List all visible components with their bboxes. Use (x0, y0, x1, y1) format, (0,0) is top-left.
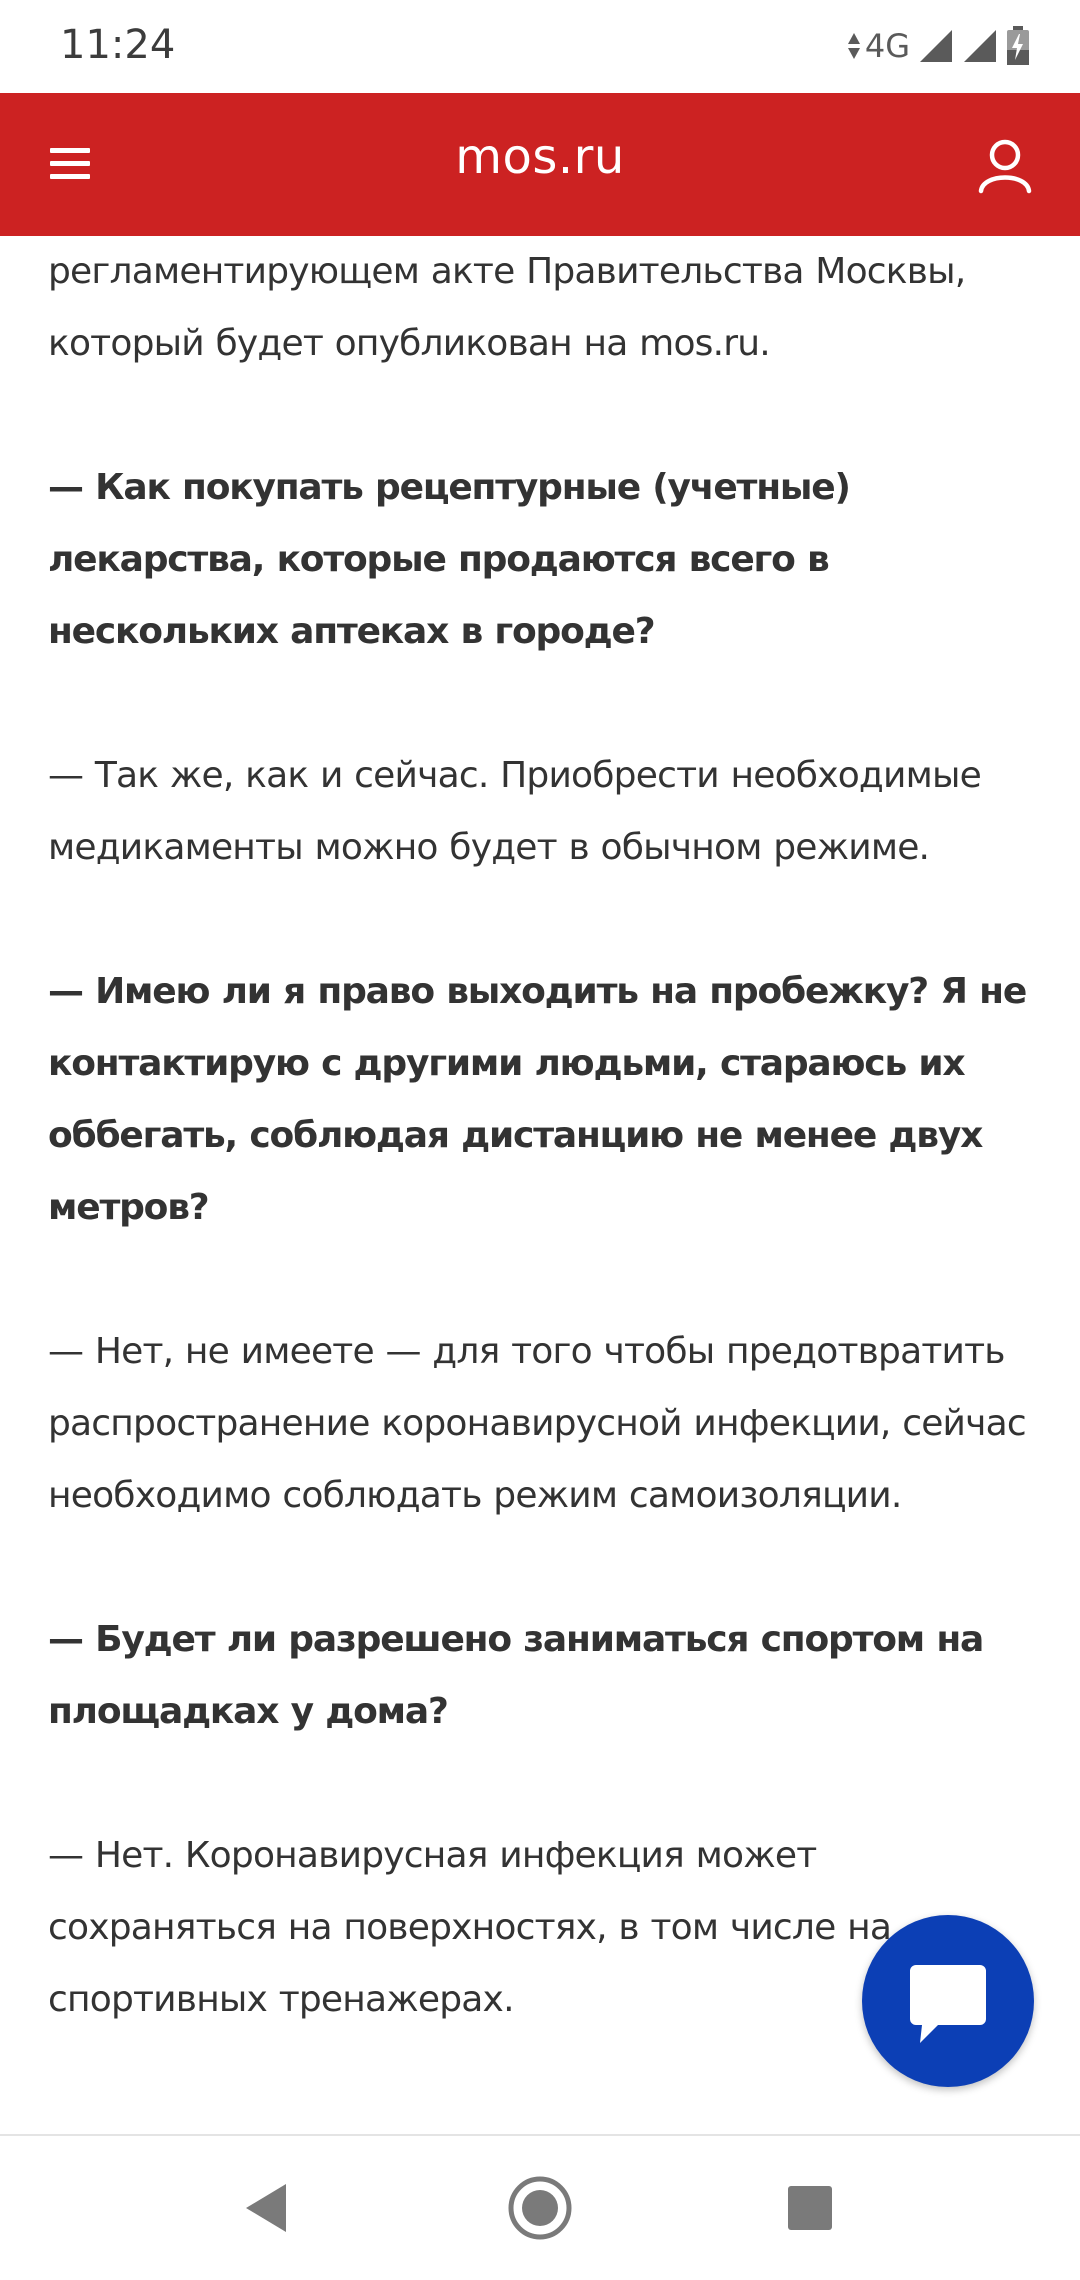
home-circle-icon[interactable] (500, 2168, 580, 2248)
status-bar (0, 0, 1080, 93)
recents-square-icon[interactable] (770, 2168, 850, 2248)
signal-icon (962, 28, 998, 64)
back-triangle-icon[interactable] (228, 2168, 308, 2248)
status-time: 11:24 (60, 22, 176, 68)
network-type: 4G (864, 27, 910, 65)
system-nav-bar (0, 2134, 1080, 2280)
site-header (0, 93, 1080, 236)
faq-answer: — Нет. Коронавирусная инфекция может сохраняться на поверхностях, в том числе на спортивных тренажерах. (48, 1835, 892, 2020)
chat-button[interactable] (862, 1915, 1034, 2087)
faq-answer: — Нет, не имеете — для того чтобы предотвратить распространение коронавирусной инфекции, сейчас необходимо соблюдать режим самоизоляции. (48, 1331, 1026, 1516)
faq-question: — Как покупать рецептурные (учетные) лекарства, которые продаются всего в нескольких аптеках в городе? (48, 467, 850, 652)
signal-icon (918, 28, 954, 64)
site-logo[interactable]: mos.ru (455, 129, 625, 185)
article-body (48, 236, 1038, 2108)
status-icons (847, 26, 1030, 66)
faq-question: — Будет ли разрешено заниматься спортом на площадках у дома? (48, 1619, 984, 1732)
user-profile-icon[interactable] (975, 135, 1035, 195)
network-indicator (847, 27, 910, 65)
faq-question: — Имею ли я право выходить на пробежку? Я не контактирую с другими людьми, стараюсь их оббегать, соблюдая дистанцию не менее двух метров? (48, 971, 1027, 1228)
faq-answer: — Так же, как и сейчас. Приобрести необходимые медикаменты можно будет в обычном режиме. (48, 755, 981, 868)
article-lead-paragraph: регламентирующем акте Правительства Москвы, который будет опубликован на mos.ru. (48, 251, 966, 364)
chat-bubble-icon (908, 1963, 988, 2047)
data-arrows-icon (847, 32, 861, 60)
battery-charging-icon (1006, 26, 1030, 66)
